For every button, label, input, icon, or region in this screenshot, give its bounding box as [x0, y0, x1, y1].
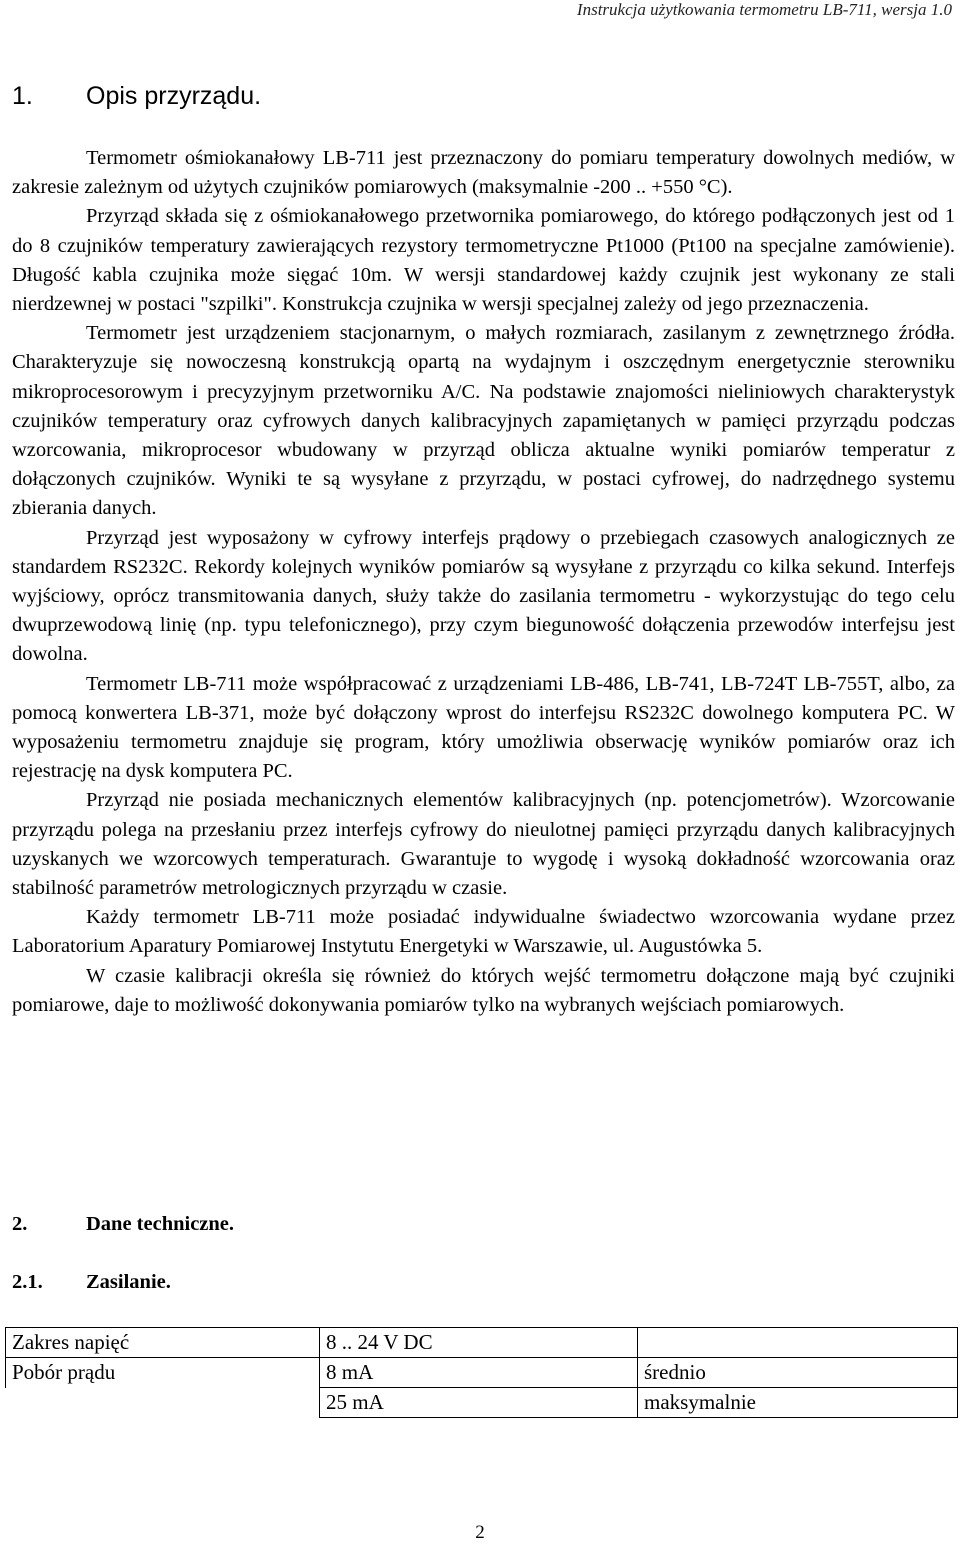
paragraph: Termometr jest urządzeniem stacjonarnym, o małych rozmiarach, zasilanym z zewnętrznego źródła. Charakteryzuje się nowoczesną konstrukcją opartą na wydajnym i oszczędnym energetycznie sterowniku mikroprocesorowym i precyzyjnym przetworniku A/C. Na podstawie znajomości nieliniowych charakterystyk czujników temperatury oraz cyfrowych danych kalibracyjnych zapamiętanych w pamięci przyrządu podczas wzorcowania, mikroprocesor wbudowany w przyrząd oblicza aktualne wyniki pomiarów temperatur z dołączonych czujników. Wyniki te są wysyłane z przyrządu, w postaci cyfrowej, do nadrzędnego systemu zbierania danych. [12, 322, 955, 520]
section-2-1-title: Zasilanie. [86, 1271, 171, 1293]
table-cell-label: Zakres napięć [6, 1328, 320, 1358]
description-text [12, 144, 955, 1020]
section-2-1-number: 2.1. [12, 1271, 43, 1293]
table-cell-label [6, 1388, 320, 1418]
section-2-1-heading [12, 1268, 171, 1296]
table-cell-note: średnio [638, 1358, 958, 1388]
section-1-heading [12, 80, 261, 112]
paragraph: Przyrząd składa się z ośmiokanałowego przetwornika pomiarowego, do którego podłączonych jest od 1 do 8 czujników temperatury zawierających rezystory termometryczne Pt1000 (Pt100 na specjalne zamówienie). Długość kabla czujnika może sięgać 10m. W wersji standardowej każdy czujnik jest wykonany ze stali nierdzewnej w postaci "szpilki". Konstrukcja czujnika w wersji specjalnej zależy od jego przeznaczenia. [12, 205, 955, 316]
table-cell-value: 25 mA [320, 1388, 638, 1418]
paragraph: W czasie kalibracji określa się również do których wejść termometru dołączone mają być czujniki pomiarowe, daje to możliwość dokonywania pomiarów tylko na wybranych wejściach pomiarowych. [12, 964, 955, 1016]
page-number: 2 [475, 1522, 485, 1543]
paragraph: Przyrząd jest wyposażony w cyfrowy interfejs prądowy o przebiegach czasowych analogicznych ze standardem RS232C. Rekordy kolejnych wyników pomiarów są wysyłane z przyrządu co kilka sekund. Interfejs wyjściowy, oprócz transmitowania danych, służy także do zasilania termometru - wykorzystując do tego celu dwuprzewodową linię (np. typu telefonicznego), przy czym biegunowość dołączenia przewodów interfejsu jest dowolna. [12, 526, 955, 666]
section-2-title: Dane techniczne. [86, 1213, 235, 1235]
page-header: Instrukcja użytkowania termometru LB-711, wersja 1.0 [576, 0, 952, 19]
paragraph: Termometr ośmiokanałowy LB-711 jest przeznaczony do pomiaru temperatury dowolnych mediów, w zakresie zależnym od użytych czujników pomiarowych (maksymalnie -200 .. +550 °C). [12, 147, 955, 199]
table-cell-value: 8 .. 24 V DC [320, 1328, 638, 1358]
section-1-title: Opis przyrządu. [86, 82, 262, 110]
paragraph: Przyrząd nie posiada mechanicznych elementów kalibracyjnych (np. potencjometrów). Wzorcowanie przyrządu polega na przesłaniu przez interfejs cyfrowy do nieulotnej pamięci przyrządu danych kalibracyjnych uzyskanych we wzorcowych temperaturach. Gwarantuje to wygodę i wysoką dokładność wzorcowania oraz stabilność parametrów metrologicznych przyrządu w czasie. [12, 789, 955, 900]
paragraph: Każdy termometr LB-711 może posiadać indywidualne świadectwo wzorcowania wydane przez Laboratorium Aparatury Pomiarowej Instytutu Energetyki w Warszawie, ul. Augustówka 5. [12, 906, 955, 958]
table-cell-value: 8 mA [320, 1358, 638, 1388]
section-2-number: 2. [12, 1213, 28, 1235]
table-cell-note: maksymalnie [638, 1388, 958, 1418]
paragraph: Termometr LB-711 może współpracować z urządzeniami LB-486, LB-741, LB-724T LB-755T, albo, za pomocą konwertera LB-371, może być dołączony wprost do interfejsu RS232C dowolnego komputera PC. W wyposażeniu termometru znajduje się program, który umożliwia obserwację wyników pomiarów oraz ich rejestrację na dysk komputera PC. [12, 672, 955, 783]
section-1-number: 1. [12, 82, 33, 110]
table-cell-note [638, 1328, 958, 1358]
table-row [6, 1388, 958, 1418]
table-row [6, 1328, 958, 1358]
section-2-heading [12, 1210, 234, 1238]
table-row [6, 1358, 958, 1388]
power-spec-table [5, 1327, 958, 1418]
table-cell-label: Pobór prądu [6, 1358, 320, 1388]
